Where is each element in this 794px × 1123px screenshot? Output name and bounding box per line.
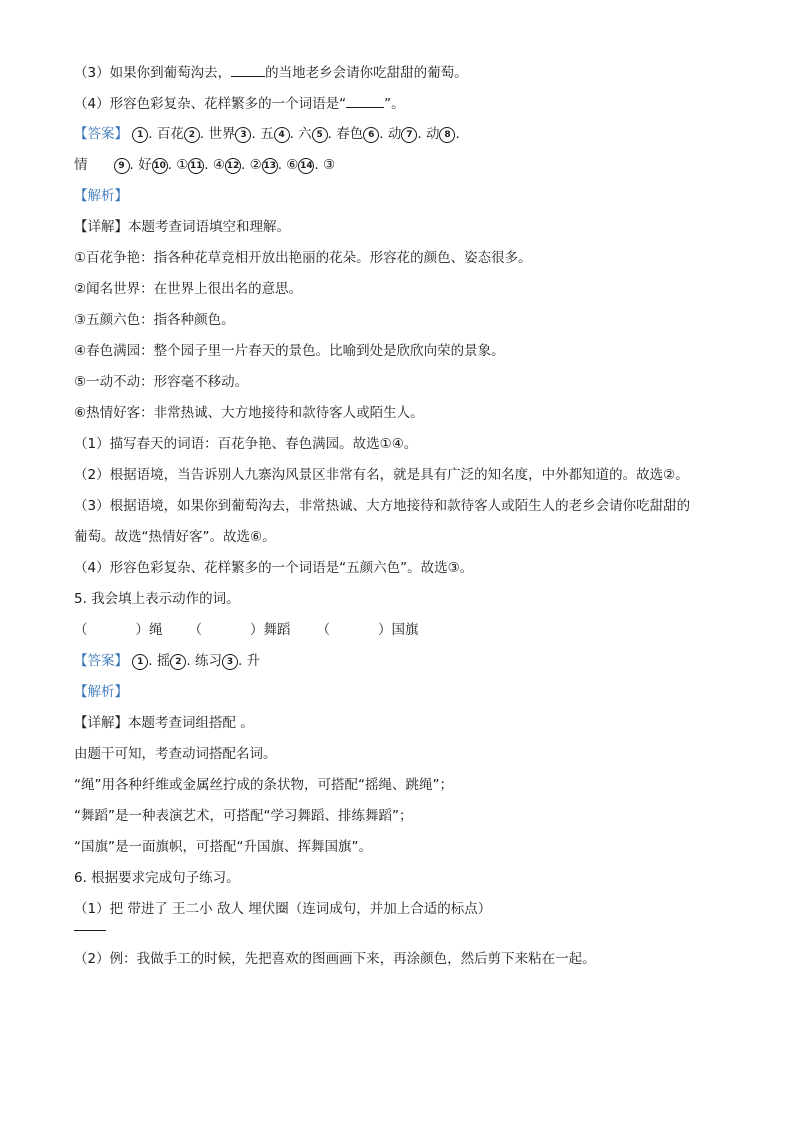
answer-item bbox=[274, 124, 312, 144]
answer-item bbox=[225, 155, 262, 175]
answer-number-badge: 2 bbox=[184, 127, 200, 143]
answer-list-continued bbox=[74, 157, 335, 173]
detail-item: ④春色满园：整个园子里一片春天的景色。比喻到处是欣欣向荣的景象。 bbox=[74, 343, 505, 359]
answer-label: 【答案】 bbox=[74, 126, 128, 142]
answer-dot: . bbox=[241, 157, 250, 173]
detail-heading: 【详解】本题考查词语填空和理解。 bbox=[74, 219, 290, 235]
answer-item bbox=[184, 124, 236, 144]
detail-item: ⑤一动不动：形容毫不移动。 bbox=[74, 374, 249, 390]
answer-text: 百花 bbox=[156, 126, 184, 142]
answer-dot: . bbox=[251, 126, 261, 142]
answer-dot: . bbox=[455, 126, 460, 142]
answer-text: ① bbox=[176, 157, 189, 173]
answer-item bbox=[170, 651, 222, 671]
answer-number-badge: 13 bbox=[262, 158, 278, 174]
answer-number-badge: 2 bbox=[170, 654, 186, 670]
q3-text-after: 的当地老乡会请你吃甜甜的葡萄。 bbox=[265, 65, 468, 81]
q4-text-before: （4）形容色彩复杂、花样繁多的一个词语是“ bbox=[74, 96, 347, 112]
answer-dot: . bbox=[327, 126, 337, 142]
answer-item bbox=[439, 124, 459, 144]
fill-blank[interactable] bbox=[231, 62, 265, 77]
q5-item: ）舞蹈 bbox=[250, 622, 291, 638]
answer-number-badge: 11 bbox=[188, 158, 204, 174]
open-paren: （ bbox=[316, 622, 330, 638]
detail-item: （1）描写春天的词语：百花争艳、春色满园。故选①④。 bbox=[74, 436, 418, 452]
answer-item bbox=[132, 124, 184, 144]
question-6-part-2: （2）例：我做手工的时候，先把喜欢的图画画下来，再涂颜色，然后剪下来粘在一起。 bbox=[74, 951, 596, 967]
answer-dot: . bbox=[277, 157, 287, 173]
answer-number-badge: 1 bbox=[132, 127, 148, 143]
answer-dot: . bbox=[186, 653, 195, 669]
question-6-title: 6. 根据要求完成句子练习。 bbox=[74, 870, 240, 886]
answer-item bbox=[312, 124, 364, 144]
answer-item bbox=[222, 651, 260, 671]
detail-item: ⑥热情好客：非常热诚、大方地接待和款待客人或陌生人。 bbox=[74, 405, 424, 421]
detail-item: （3）根据语境，如果你到葡萄沟去，非常热诚、大方地接待和款待客人或陌生人的老乡会请你吃甜甜的 bbox=[74, 498, 691, 514]
answer-text: 摇 bbox=[156, 653, 171, 669]
answer-item bbox=[152, 155, 189, 175]
detail-item: “舞蹈”是一种表演艺术，可搭配“学习舞蹈、排练舞蹈”； bbox=[74, 808, 413, 824]
answer-item bbox=[235, 124, 273, 144]
answer-dot: . bbox=[167, 157, 177, 173]
answer-text: 动 bbox=[387, 126, 402, 142]
answer-dot: . bbox=[129, 157, 139, 173]
answer-number-badge: 9 bbox=[114, 158, 130, 174]
answer-prefix: 情 bbox=[74, 157, 88, 173]
analysis-label: 【解析】 bbox=[74, 684, 128, 700]
answer-text: 六 bbox=[298, 126, 312, 142]
fill-blank[interactable] bbox=[346, 93, 384, 108]
answer-text: 练习 bbox=[194, 653, 222, 669]
answer-number-badge: 5 bbox=[312, 127, 328, 143]
answer-number-badge: 1 bbox=[132, 654, 148, 670]
detail-item: ①百花争艳：指各种花草竞相开放出艳丽的花朵。形容花的颜色、姿态很多。 bbox=[74, 250, 532, 266]
answer-text: 动 bbox=[425, 126, 440, 142]
answer-list bbox=[132, 653, 260, 669]
answer-list bbox=[132, 126, 459, 142]
answer-number-badge: 3 bbox=[235, 127, 251, 143]
answer-item bbox=[262, 155, 299, 175]
q3-text-before: （3）如果你到葡萄沟去， bbox=[74, 65, 232, 81]
answer-dot: . bbox=[237, 653, 247, 669]
q4-text-after: ”。 bbox=[384, 96, 405, 112]
answer-text: ③ bbox=[323, 157, 336, 173]
question-6-part-1: （1）把 带进了 王二小 敌人 埋伏圈（连词成句，并加上合适的标点） bbox=[74, 901, 492, 917]
detail-heading: 【详解】本题考查词组搭配 。 bbox=[74, 715, 254, 731]
question-3-line bbox=[74, 62, 734, 82]
answer-dot: . bbox=[204, 157, 213, 173]
detail-item: （4）形容色彩复杂、花样繁多的一个词语是“五颜六色”。故选③。 bbox=[74, 560, 474, 576]
answer-row-2 bbox=[74, 155, 734, 175]
detail-item: “绳”用各种纤维或金属丝拧成的条状物，可搭配“摇绳、跳绳”； bbox=[74, 777, 453, 793]
answer-item bbox=[74, 155, 152, 175]
q5-item: ）国旗 bbox=[378, 622, 419, 638]
question-5-title: 5. 我会填上表示动作的词。 bbox=[74, 591, 240, 607]
answer-item bbox=[188, 155, 225, 175]
answer-dot: . bbox=[199, 126, 209, 142]
analysis-label: 【解析】 bbox=[74, 188, 128, 204]
answer-text: ② bbox=[249, 157, 262, 173]
answer-dot: . bbox=[417, 126, 426, 142]
answer-number-badge: 7 bbox=[401, 127, 417, 143]
answer-dot: . bbox=[289, 126, 299, 142]
answer-number-badge: 3 bbox=[222, 654, 238, 670]
answer-number-badge: 12 bbox=[225, 158, 241, 174]
answer-text: 五 bbox=[260, 126, 274, 142]
open-paren: （ bbox=[188, 622, 202, 638]
answer-item bbox=[298, 155, 335, 175]
answer-dot: . bbox=[314, 157, 323, 173]
answer-item bbox=[132, 651, 170, 671]
detail-item: 葡萄。故选“热情好客”。故选⑥。 bbox=[74, 529, 276, 545]
answer-item bbox=[363, 124, 401, 144]
answer-number-badge: 14 bbox=[298, 158, 314, 174]
answer-text: 好 bbox=[138, 157, 152, 173]
document-page bbox=[74, 62, 734, 980]
answer-blank-line[interactable] bbox=[74, 930, 106, 931]
answer-text: 世界 bbox=[208, 126, 236, 142]
detail-item: ③五颜六色：指各种颜色。 bbox=[74, 312, 235, 328]
answer-text: 春色 bbox=[336, 126, 364, 142]
answer-row-5 bbox=[74, 651, 734, 671]
question-5-blanks bbox=[74, 620, 734, 640]
answer-number-badge: 4 bbox=[274, 127, 290, 143]
answer-row-1 bbox=[74, 124, 734, 144]
answer-text: 升 bbox=[246, 653, 261, 669]
answer-item bbox=[401, 124, 439, 144]
answer-number-badge: 6 bbox=[363, 127, 379, 143]
answer-text: ④ bbox=[212, 157, 225, 173]
question-4-line bbox=[74, 93, 734, 113]
answer-dot: . bbox=[148, 126, 157, 142]
detail-item: （2）根据语境，当告诉别人九寨沟风景区非常有名，就是具有广泛的知名度，中外都知道的。故选②。 bbox=[74, 467, 689, 483]
q5-item: ）绳 bbox=[135, 622, 163, 638]
detail-item: “国旗”是一面旗帜，可搭配“升国旗、挥舞国旗”。 bbox=[74, 839, 372, 855]
detail-item: 由题干可知，考查动词搭配名词。 bbox=[74, 746, 277, 762]
answer-number-badge: 10 bbox=[152, 158, 168, 174]
answer-dot: . bbox=[379, 126, 388, 142]
detail-item: ②闻名世界：在世界上很出名的意思。 bbox=[74, 281, 303, 297]
answer-number-badge: 8 bbox=[439, 127, 455, 143]
answer-dot: . bbox=[148, 653, 157, 669]
answer-label: 【答案】 bbox=[74, 653, 128, 669]
answer-text: ⑥ bbox=[286, 157, 299, 173]
open-paren: （ bbox=[74, 622, 88, 638]
